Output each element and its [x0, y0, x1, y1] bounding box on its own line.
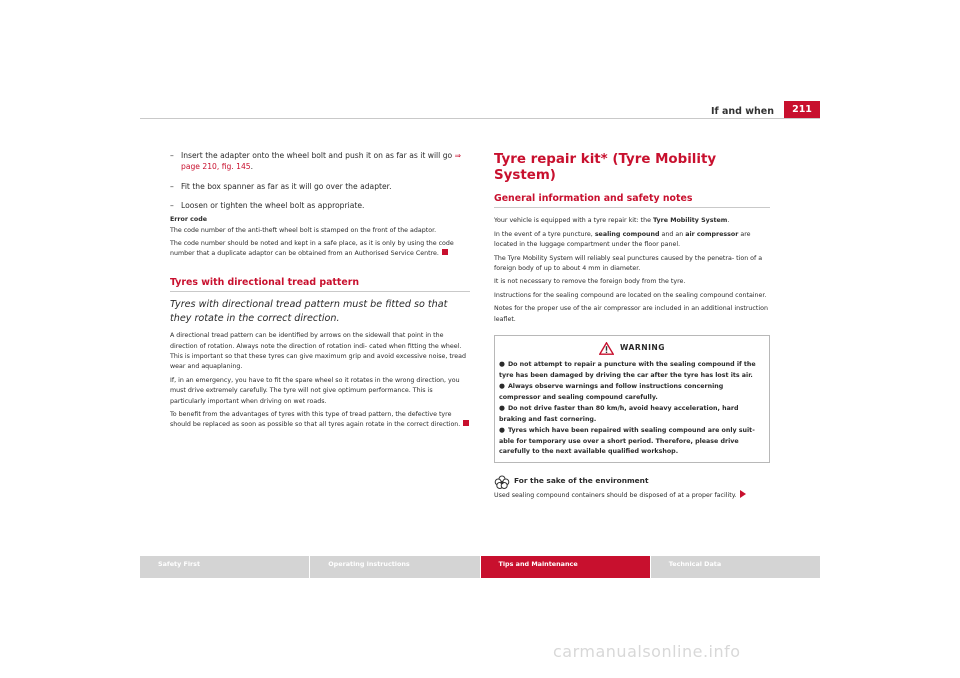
error-code-paragraph: The code number of the anti-theft wheel bolt is stamped on the front of the adaptor.: [170, 226, 437, 234]
bullet-icon: ●: [499, 426, 505, 435]
warning-item: [495, 359, 769, 381]
step-text: [181, 150, 470, 173]
environment-text: [494, 490, 770, 501]
directional-tread-heading: Tyres with directional tread pattern: [170, 278, 470, 292]
environment-header: [494, 475, 770, 489]
intro-paragraph: [494, 216, 770, 226]
section-end-marker: [463, 420, 469, 426]
continue-arrow-icon: [740, 490, 746, 498]
section-title: Tyre repair kit* (Tyre Mobility System): [494, 152, 717, 183]
warning-text: Always observe warnings and follow instructions concerning compressor and sealing compound carefully.: [499, 383, 724, 401]
tab-tips-and-maintenance[interactable]: Tips and Maintenance: [481, 556, 650, 578]
warning-item: [495, 425, 769, 458]
paragraph-text: and an: [659, 230, 686, 238]
step-item: [170, 150, 470, 173]
bullet-icon: ●: [499, 360, 505, 369]
step-dash: –: [170, 181, 174, 191]
body-paragraph: The Tyre Mobility System will reliably seal punctures caused by the penetra- tion of a foreign body of up to about 4 mm in diameter.: [494, 254, 763, 273]
running-header-title: If and when: [710, 106, 774, 117]
step-dash: –: [170, 200, 174, 210]
paragraph-text: The code number should be noted and kept in a safe place, as it is only by using the code number that a duplicate adaptor can be obtained from an Authorised Service Centre.: [170, 240, 454, 258]
warning-title: WARNING: [619, 343, 666, 353]
flower-icon: [494, 475, 510, 489]
warning-item: [495, 403, 769, 425]
paragraph-text: Your vehicle is equipped with a tyre repair kit: the: [494, 217, 653, 225]
puncture-paragraph: [494, 230, 770, 251]
directional-paragraph: A directional tread pattern can be identified by arrows on the sidewall that point in the direction of rotation. Always note the direction of rotation indi- cated when fitting the wheel. This is important so that these tyres can give maximum grip and avoid excessive noise, tread wear and aquaplaning.: [170, 332, 467, 371]
step-item: [170, 200, 470, 211]
step-dash: –: [170, 151, 174, 160]
watermark: carmanualsonline.info: [553, 642, 741, 661]
paragraph-text: To benefit from the advantages of tyres with this type of tread pattern, the defective tyre should be replaced as soon as possible so that all tyres again rotate in the correct direction.: [170, 411, 461, 429]
page-reference-link[interactable]: page 210, fig. 145: [181, 162, 251, 172]
warning-triangle-icon: [599, 342, 614, 355]
warning-item: [495, 381, 769, 403]
body-paragraph: It is not necessary to remove the foreign body from the tyre.: [494, 278, 686, 286]
bullet-icon: ●: [499, 382, 505, 391]
step-text-part: Insert the adapter onto the wheel bolt and push it on as far as it will go: [181, 151, 455, 160]
paragraph-text: Used sealing compound containers should be disposed of at a proper facility.: [494, 491, 737, 499]
tab-operating-instructions[interactable]: Operating instructions: [310, 556, 479, 578]
header-divider: [140, 118, 820, 119]
warning-text: Do not attempt to repair a puncture with the sealing compound if the tyre has been damaged by driving the car after the tyre has lost its air.: [499, 361, 756, 379]
error-code-paragraph: [170, 239, 470, 260]
right-column: [494, 150, 770, 501]
bold-term: Tyre Mobility System: [652, 217, 728, 225]
warning-text: Tyres which have been repaired with sealing compound are only suit- able for temporary use over a short period. Therefore, please drive carefully to the next available qualified workshop.: [499, 427, 755, 456]
step-item: [170, 181, 470, 192]
bold-term: air compressor: [685, 230, 739, 238]
error-code-heading: Error code: [170, 216, 207, 224]
directional-paragraph: If, in an emergency, you have to fit the spare wheel so it rotates in the wrong direction, you must drive extremely carefully. The tyre will not give optimum performance. This is particularly important when driving on wet roads.: [170, 376, 460, 405]
reference-arrow-icon: ⇒: [454, 151, 461, 160]
paragraph-text: .: [727, 217, 730, 225]
warning-text: Do not drive faster than 80 km/h, avoid heavy acceleration, hard braking and fast cornering.: [499, 405, 739, 423]
environment-title: For the sake of the environment: [514, 476, 649, 486]
step-text: Fit the box spanner as far as it will go over the adapter.: [181, 181, 392, 191]
step-text-part: .: [250, 162, 254, 172]
directional-tread-lead: Tyres with directional tread pattern must be fitted so that they rotate in the correct direction.: [170, 299, 448, 324]
section-end-marker: [442, 249, 448, 255]
warning-header: [495, 342, 769, 355]
paragraph-text: are located in the luggage compartment under the floor panel.: [494, 230, 751, 249]
bullet-icon: ●: [499, 404, 505, 413]
tab-technical-data[interactable]: Technical Data: [651, 556, 820, 578]
general-info-heading: General information and safety notes: [494, 194, 770, 208]
body-paragraph: Notes for the proper use of the air compressor are included in an additional instruction leaflet.: [494, 305, 768, 323]
footer-nav: [140, 556, 820, 578]
directional-paragraph: [170, 410, 470, 431]
page-number-badge: 211: [784, 101, 820, 118]
tab-safety-first[interactable]: Safety First: [140, 556, 309, 578]
step-text: Loosen or tighten the wheel bolt as appropriate.: [181, 200, 365, 210]
left-column: [170, 150, 470, 434]
warning-box: [494, 335, 770, 463]
paragraph-text: In the event of a tyre puncture,: [494, 230, 595, 238]
body-paragraph: Instructions for the sealing compound are located on the sealing compound container.: [494, 291, 767, 299]
bold-term: sealing compound: [594, 230, 660, 238]
